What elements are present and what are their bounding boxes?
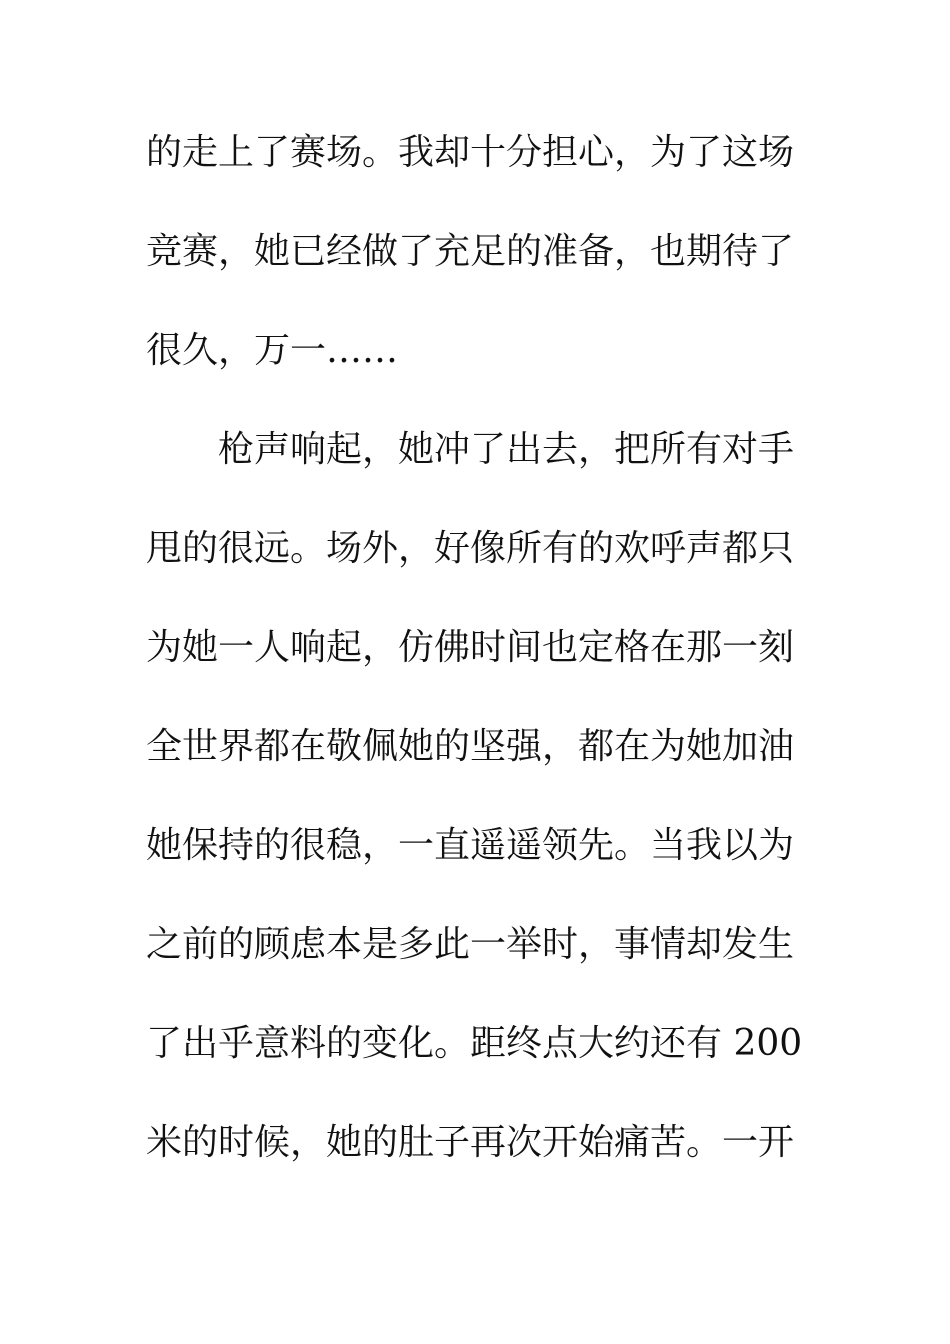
text-line: 她保持的很稳，一直遥遥领先。当我以为: [146, 825, 795, 866]
text-line: 全世界都在敬佩她的坚强，都在为她加油: [146, 726, 795, 767]
text-line: 很久，万一……: [146, 330, 399, 371]
text-line: 米的时候，她的肚子再次开始痛苦。一开: [146, 1122, 795, 1163]
paragraph-first-line: 枪声响起，她冲了出去，把所有对手: [218, 429, 795, 470]
text-line: 甩的很远。场外，好像所有的欢呼声都只: [146, 528, 795, 569]
text-line: 的走上了赛场。我却十分担心，为了这场: [146, 132, 795, 173]
text-line: 之前的顾虑本是多此一举时，事情却发生: [146, 924, 795, 965]
text-line: 了出乎意料的变化。距终点大约还有 200: [146, 1023, 803, 1064]
text-line: 竞赛，她已经做了充足的准备，也期待了: [146, 231, 795, 272]
text-line: 为她一人响起，仿佛时间也定格在那一刻: [146, 627, 795, 668]
